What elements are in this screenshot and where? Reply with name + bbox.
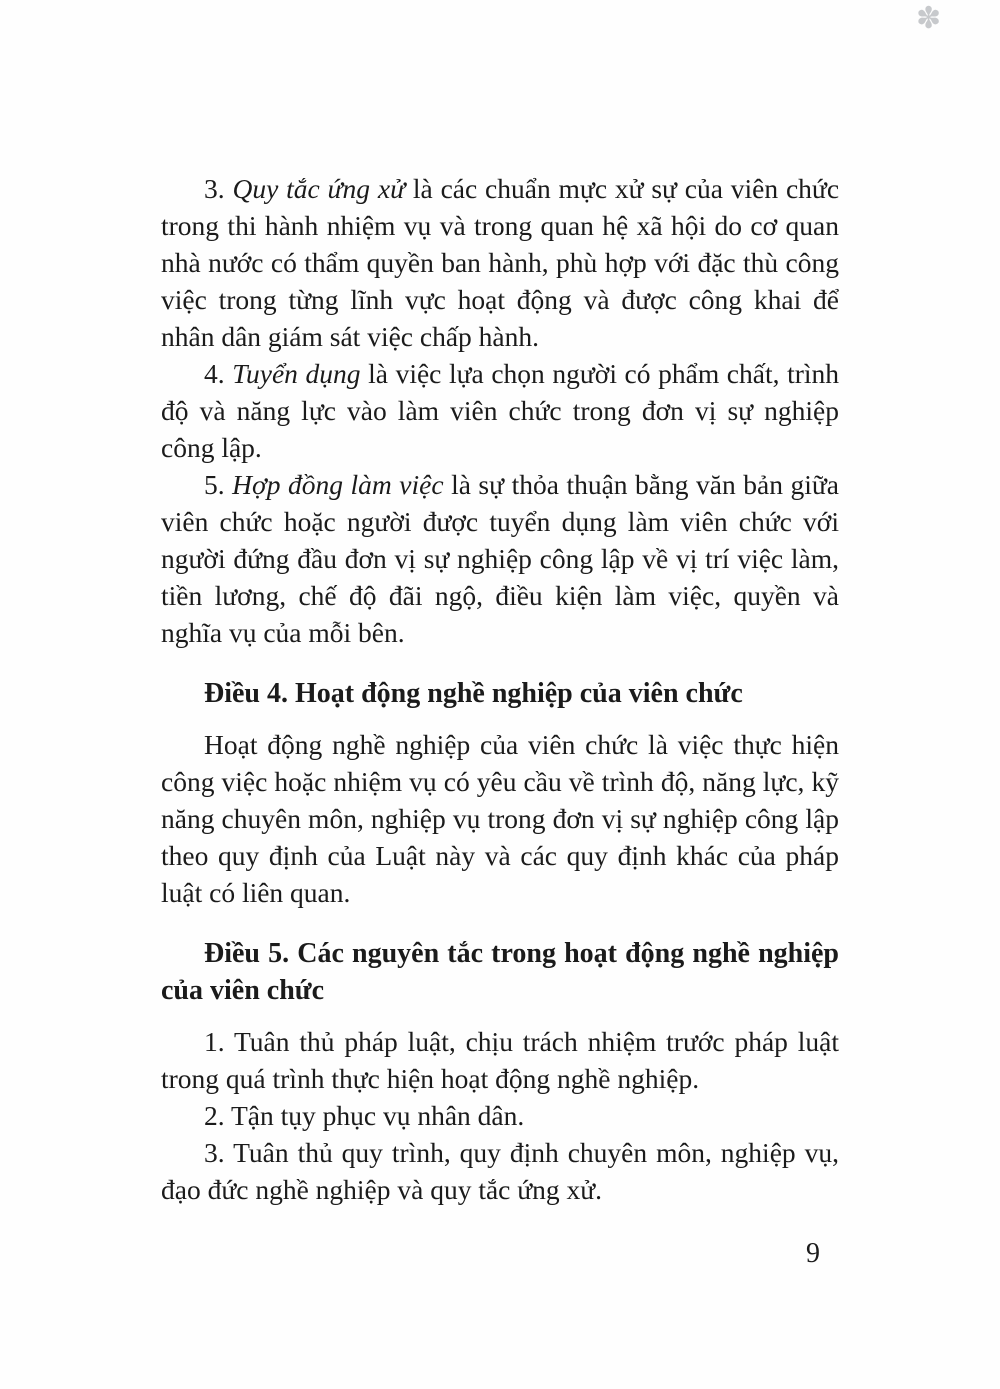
article-5-item-2: 2. Tận tụy phục vụ nhân dân.	[204, 1100, 525, 1131]
defined-term: Hợp đồng làm việc	[232, 469, 444, 500]
page-number: 9	[806, 1238, 820, 1269]
article-5-item-1: 1. Tuân thủ pháp luật, chịu trách nhiệm trước pháp luật trong quá trình thực hiện hoạt động nghề nghiệp.	[161, 1026, 839, 1094]
item-number: 4.	[204, 358, 225, 389]
defined-term: Tuyển dụng	[232, 358, 361, 389]
definition-paragraph-5	[161, 466, 839, 651]
item-number: 5.	[204, 469, 225, 500]
article-5-item-3: 3. Tuân thủ quy trình, quy định chuyên môn, nghiệp vụ, đạo đức nghề nghiệp và quy tắc ứng xử.	[161, 1137, 839, 1205]
paragraph-text: là các chuẩn mực xử sự của viên chức trong thi hành nhiệm vụ và trong quan hệ xã hội do cơ quan nhà nước có thẩm quyền ban hành, phù hợp với đặc thù công việc trong từng lĩnh vực hoạt động và được công khai để nhân dân giám sát việc chấp hành.	[161, 173, 840, 352]
paragraph-text: là sự thỏa thuận bằng văn bản giữa viên chức hoặc người được tuyển dụng làm viên chức với người đứng đầu đơn vị sự nghiệp công lập về vị trí việc làm, tiền lương, chế độ đãi ngộ, điều kiện làm việc, quyền và nghĩa vụ của mỗi bên.	[161, 469, 840, 648]
flower-ornament-icon: ✽	[916, 2, 942, 35]
article-4-heading: Điều 4. Hoạt động nghề nghiệp của viên chức	[204, 678, 743, 709]
paragraph-text: là việc lựa chọn người có phẩm chất, trình độ và năng lực vào làm viên chức trong đơn vị sự nghiệp công lập.	[161, 358, 840, 463]
text-column	[161, 170, 839, 1208]
article-5-heading: Điều 5. Các nguyên tắc trong hoạt động nghề nghiệp của viên chức	[161, 938, 839, 1006]
definition-paragraph-4	[161, 355, 839, 466]
defined-term: Quy tắc ứng xử	[232, 173, 406, 204]
definition-paragraph-3	[161, 170, 839, 355]
article-4-body-paragraph: Hoạt động nghề nghiệp của viên chức là việc thực hiện công việc hoặc nhiệm vụ có yêu cầu về trình độ, năng lực, kỹ năng chuyên môn, nghiệp vụ trong đơn vị sự nghiệp công lập theo quy định của Luật này và các quy định khác của pháp luật có liên quan.	[161, 729, 839, 908]
item-number: 3.	[204, 173, 225, 204]
